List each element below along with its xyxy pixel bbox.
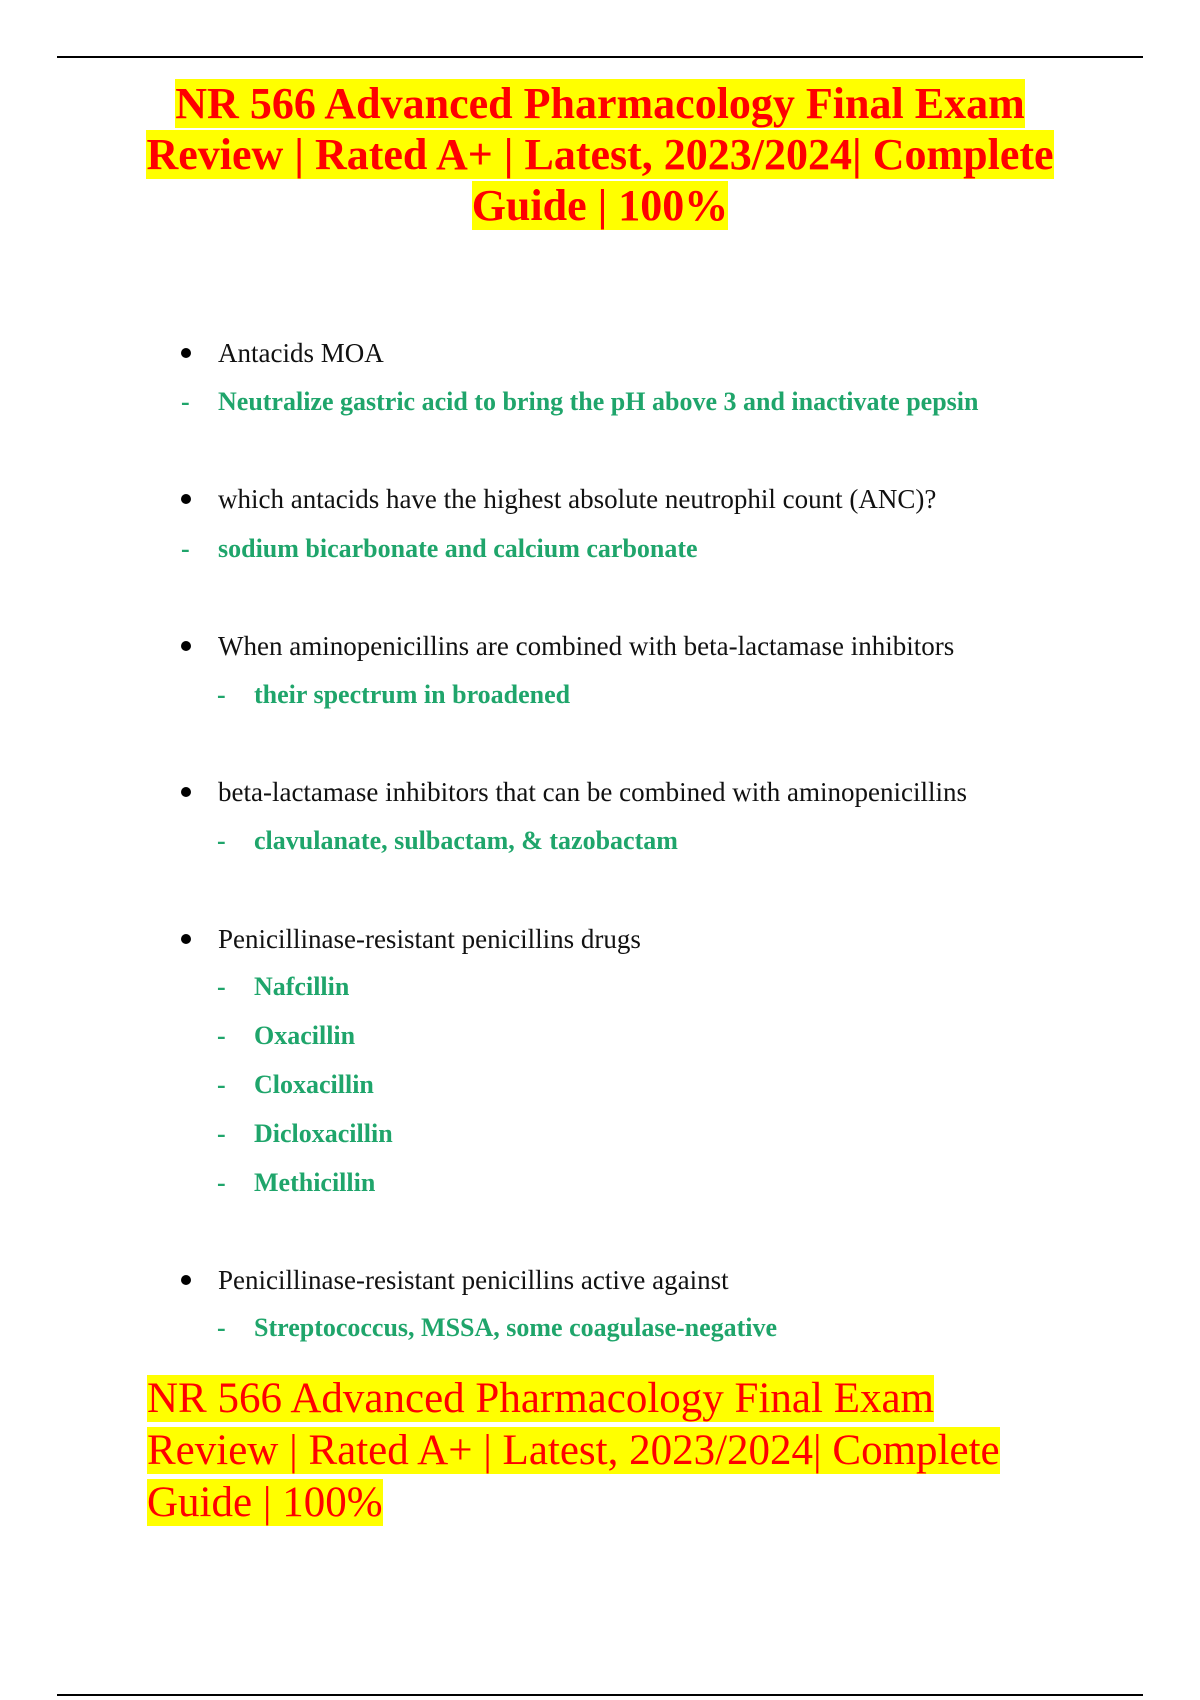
dash-marker: -	[217, 826, 226, 855]
title-line-1: NR 566 Advanced Pharmacology Final Exam	[175, 79, 1025, 128]
page-title	[120, 78, 1080, 231]
footer-line-3: Guide | 100%	[147, 1479, 383, 1526]
answer-text: Dicloxacillin	[254, 1119, 393, 1148]
question-text: When aminopenicillins are combined with beta-lactamase inhibitors	[218, 631, 955, 661]
bullet-icon	[181, 1275, 191, 1285]
bottom-rule	[57, 1694, 1143, 1696]
bullet-icon	[181, 641, 191, 651]
top-rule	[57, 56, 1143, 58]
title-line-3: Guide | 100%	[471, 181, 729, 230]
bullet-icon	[181, 348, 191, 358]
answer-text: Neutralize gastric acid to bring the pH above 3 and inactivate pepsin	[218, 387, 979, 416]
answer-text: Oxacillin	[254, 1021, 356, 1050]
question-text: Penicillinase-resistant penicillins drugs	[218, 924, 641, 954]
footer-line-1: NR 566 Advanced Pharmacology Final Exam	[147, 1375, 934, 1422]
footer-line-2: Review | Rated A+ | Latest, 2023/2024| Complete	[147, 1427, 1000, 1474]
answer-text: Cloxacillin	[254, 1070, 374, 1099]
dash-marker: -	[181, 387, 190, 416]
dash-marker: -	[217, 1313, 226, 1342]
bullet-icon	[181, 494, 191, 504]
footer-title	[147, 1373, 1047, 1529]
answer-text: Nafcillin	[254, 972, 350, 1001]
answer-text: clavulanate, sulbactam, & tazobactam	[254, 826, 678, 855]
question-text: Antacids MOA	[218, 338, 384, 368]
dash-marker: -	[217, 972, 226, 1001]
title-line-2: Review | Rated A+ | Latest, 2023/2024| Complete	[146, 130, 1054, 179]
bullet-icon	[181, 787, 191, 797]
dash-marker: -	[217, 1021, 226, 1050]
bullet-icon	[181, 934, 191, 944]
dash-marker: -	[217, 1119, 226, 1148]
answer-text: Streptococcus, MSSA, some coagulase-negative	[254, 1313, 778, 1342]
dash-marker: -	[181, 534, 190, 563]
question-text: which antacids have the highest absolute neutrophil count (ANC)?	[218, 484, 937, 514]
answer-text: their spectrum in broadened	[254, 680, 571, 709]
answer-text: Methicillin	[254, 1168, 376, 1197]
answer-text: sodium bicarbonate and calcium carbonate	[218, 534, 698, 563]
question-text: beta-lactamase inhibitors that can be combined with aminopenicillins	[218, 777, 968, 807]
dash-marker: -	[217, 680, 226, 709]
dash-marker: -	[217, 1070, 226, 1099]
dash-marker: -	[217, 1168, 226, 1197]
question-text: Penicillinase-resistant penicillins active against	[218, 1265, 729, 1295]
